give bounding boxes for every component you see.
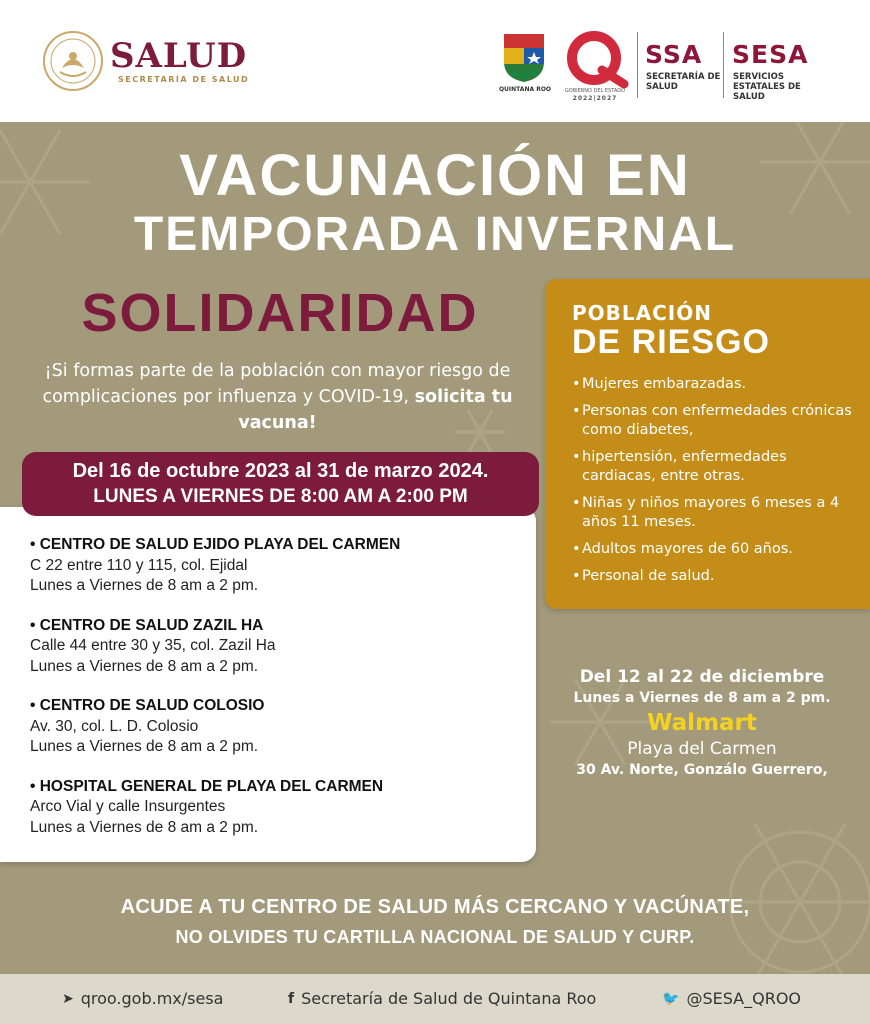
- twitter-text: @SESA_QROO: [686, 989, 801, 1008]
- municipality-name: SOLIDARIDAD: [81, 283, 479, 343]
- facebook-text: Secretaría de Salud de Quintana Roo: [301, 989, 597, 1008]
- risk-heading-2: DE RIESGO: [572, 323, 770, 361]
- center-address: C 22 entre 110 y 115, col. Ejidal: [30, 556, 248, 574]
- center-name: • CENTRO DE SALUD EJIDO PLAYA DEL CARMEN: [30, 536, 401, 553]
- risk-item: • Mujeres embarazadas.: [572, 375, 862, 394]
- website-link[interactable]: [62, 989, 223, 1008]
- title-line-2: TEMPORADA INVERNAL: [133, 208, 737, 261]
- poster-title: [0, 144, 870, 262]
- risk-population-panel: [545, 279, 870, 609]
- sesa-title: SESA: [732, 40, 809, 69]
- cta-line-1: ACUDE A TU CENTRO DE SALUD MÁS CERCANO Y VACÚNATE,: [120, 896, 750, 918]
- risk-heading-1: POBLACIÓN: [572, 301, 712, 325]
- mexico-seal-icon: [42, 30, 104, 92]
- twitter-link[interactable]: [662, 989, 801, 1008]
- schedule-banner: [22, 452, 539, 516]
- ssa-title: SSA: [645, 40, 703, 69]
- risk-item: • Personal de salud.: [572, 567, 862, 586]
- risk-item: • Niñas y niños mayores 6 meses a 4 años 11 meses.: [572, 494, 862, 532]
- poster-main: [0, 122, 870, 974]
- december-hours: Lunes a Viernes de 8 am a 2 pm.: [573, 690, 831, 706]
- center-name: • HOSPITAL GENERAL DE PLAYA DEL CARMEN: [30, 777, 384, 795]
- risk-item: • Personas con enfermedades crónicas como diabetes,: [572, 402, 862, 440]
- risk-item: • Adultos mayores de 60 años.: [572, 540, 862, 559]
- center-name: • CENTRO DE SALUD ZAZIL HA: [30, 616, 264, 634]
- gobierno-q-logo-icon: [562, 30, 630, 90]
- december-city: Playa del Carmen: [627, 739, 777, 759]
- center-hours: Lunes a Viernes de 8 am a 2 pm.: [30, 577, 259, 594]
- call-to-action: [0, 892, 870, 952]
- december-address: 30 Av. Norte, Gonzálo Guerrero,: [576, 762, 828, 778]
- cta-line-2: NO OLVIDES TU CARTILLA NACIONAL DE SALUD Y CURP.: [175, 927, 695, 947]
- facebook-icon: f: [288, 990, 295, 1007]
- december-campaign: [556, 666, 848, 780]
- december-dates: Del 12 al 22 de diciembre: [579, 667, 825, 687]
- center-hours: Lunes a Viernes de 8 am a 2 pm.: [30, 738, 259, 755]
- center-address: Arco Vial y calle Insurgentes: [30, 798, 226, 815]
- gov-years: 2022|2027: [572, 95, 618, 102]
- website-text: qroo.gob.mx/sesa: [80, 989, 224, 1008]
- list-item: [30, 777, 520, 839]
- center-address: Calle 44 entre 30 y 35, col. Zazil Ha: [30, 637, 276, 654]
- intro-bold: solicita tu vacuna!: [238, 387, 513, 433]
- intro-regular: ¡Si formas parte de la población con mayor riesgo de complicaciones por influenza y COVID-19,: [42, 361, 511, 407]
- title-line-1: VACUNACIÓN EN: [179, 143, 691, 208]
- risk-item: • hipertensión, enfermedades cardiacas, entre otras.: [572, 448, 862, 486]
- header: [0, 0, 870, 122]
- ssa-subtitle: SECRETARÍA DE SALUD: [646, 72, 721, 92]
- list-item: [30, 616, 520, 678]
- contact-bar: [0, 974, 870, 1024]
- quintana-roo-shield-icon: [502, 32, 546, 84]
- intro-text: [40, 358, 515, 436]
- salud-subtitle: SECRETARÍA DE SALUD: [118, 75, 250, 84]
- sesa-subtitle: SERVICIOS ESTATALES DE SALUD: [733, 72, 801, 102]
- salud-title: SALUD: [110, 36, 248, 76]
- center-hours: Lunes a Viernes de 8 am a 2 pm.: [30, 818, 259, 836]
- facebook-link[interactable]: [288, 989, 596, 1008]
- centers-list: [30, 535, 520, 857]
- gov-caption: GOBIERNO DEL ESTADO: [564, 88, 626, 94]
- twitter-icon: 🐦: [662, 990, 680, 1007]
- center-address: Av. 30, col. L. D. Colosio: [30, 717, 199, 735]
- center-hours: Lunes a Viernes de 8 am a 2 pm.: [30, 657, 259, 675]
- risk-list: [572, 375, 862, 594]
- center-name: • CENTRO DE SALUD COLOSIO: [30, 697, 265, 714]
- state-name: QUINTANA ROO: [498, 86, 552, 93]
- list-item: [30, 696, 520, 758]
- schedule-dates: Del 16 de octubre 2023 al 31 de marzo 2024.: [72, 460, 489, 482]
- header-divider: [723, 32, 724, 98]
- cursor-icon: ➤: [62, 990, 74, 1007]
- list-item: [30, 535, 520, 597]
- header-divider: [637, 32, 638, 98]
- december-store: Walmart: [647, 710, 757, 736]
- schedule-hours: LUNES A VIERNES DE 8:00 AM A 2:00 PM: [93, 486, 468, 507]
